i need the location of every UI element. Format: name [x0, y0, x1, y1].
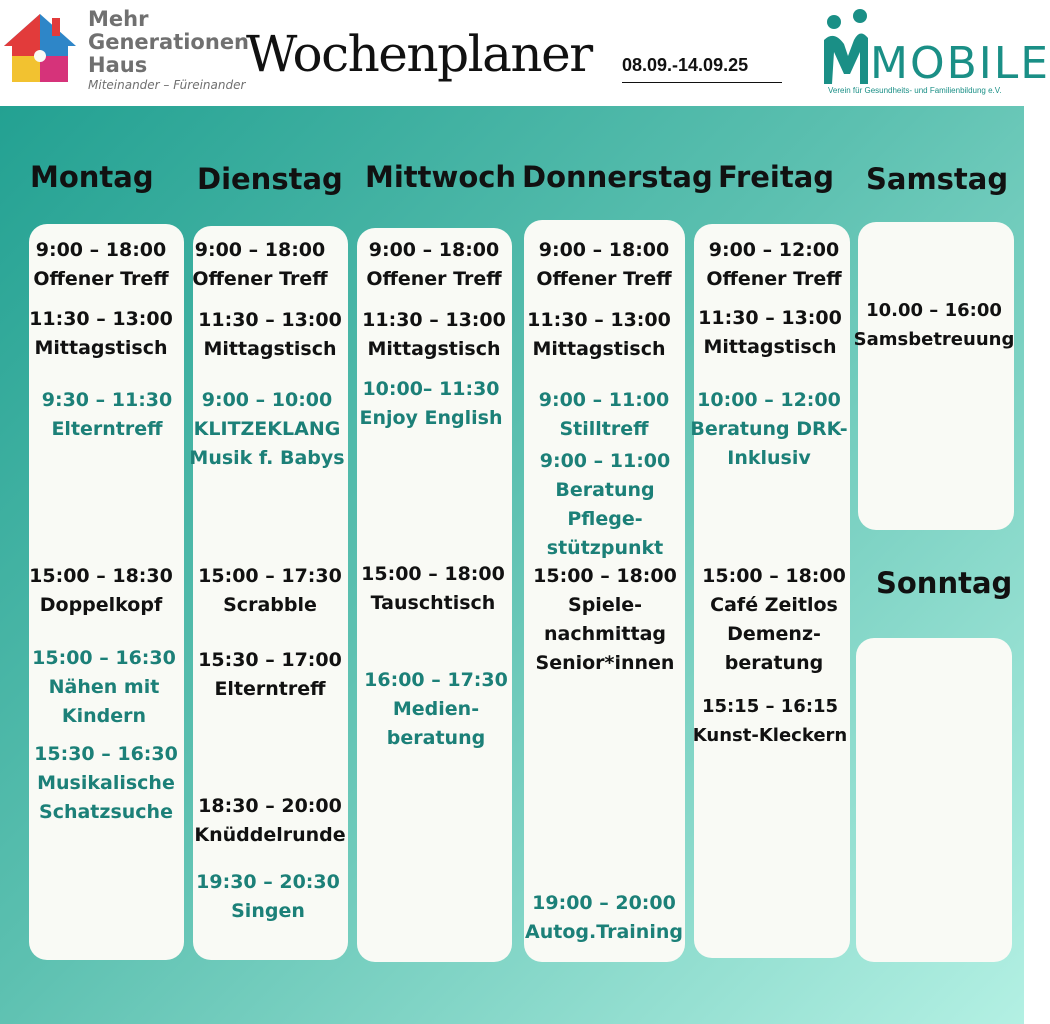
mgh-line-1: Mehr — [88, 7, 149, 31]
event-title: Offener Treff — [192, 268, 328, 290]
event-time: 10:00– 11:30 — [362, 378, 500, 400]
date-range: 08.09.-14.09.25 — [622, 54, 782, 83]
event-entry — [684, 562, 864, 678]
event-time: 11:30 – 13:00 — [362, 309, 506, 331]
event-title: Mittagstisch — [34, 337, 168, 359]
event-title: Mittagstisch — [532, 338, 666, 360]
event-time: 10.00 – 16:00 — [866, 300, 1002, 321]
page-title: Wochenplaner — [246, 25, 592, 83]
event-time: 9:00 – 18:00 — [538, 239, 670, 261]
event-time: 9:00 – 11:00 — [538, 389, 670, 411]
event-title: nachmittag — [543, 623, 667, 645]
event-time: 11:30 – 13:00 — [29, 308, 173, 330]
event-time: 19:30 – 20:30 — [196, 871, 340, 893]
event-title: Spiele- — [568, 594, 642, 616]
event-entry — [344, 236, 524, 294]
day-heading-saturday: Samstag — [866, 162, 1009, 196]
day-heading-thursday: Donnerstag — [522, 160, 713, 194]
event-time: 9:00 – 18:00 — [368, 239, 500, 261]
mgh-tagline: Miteinander – Füreinander — [88, 78, 246, 92]
mobile-wordmark: MOBILE — [870, 38, 1050, 89]
mgh-line-2: Generationen — [88, 30, 250, 54]
event-title: Offener Treff — [706, 268, 842, 290]
event-entry — [346, 666, 526, 753]
event-title: Stilltreff — [559, 418, 649, 440]
event-entry — [514, 889, 694, 947]
event-entry — [679, 386, 859, 473]
event-title: beratung — [724, 652, 824, 674]
event-time: 11:30 – 13:00 — [527, 309, 671, 331]
event-title: Musikalische — [37, 772, 175, 794]
event-entry — [180, 792, 360, 850]
day-heading-sunday: Sonntag — [876, 566, 1013, 600]
event-title: Beratung — [555, 479, 655, 501]
event-title: stützpunkt — [546, 537, 664, 559]
event-title: Offener Treff — [536, 268, 672, 290]
event-title: Medien- — [392, 698, 480, 720]
day-heading-tuesday: Dienstag — [197, 162, 343, 196]
event-time: 15:15 – 16:15 — [701, 696, 839, 717]
event-title: Senior*innen — [535, 652, 675, 674]
event-time: 9:00 – 18:00 — [35, 239, 167, 261]
event-title: KLITZEKLANG — [193, 418, 341, 440]
event-time: 15:00 – 18:00 — [533, 565, 677, 587]
event-entry — [177, 386, 357, 473]
event-entry — [680, 304, 860, 362]
event-entry — [509, 306, 689, 364]
event-entry — [515, 447, 695, 563]
event-time: 19:00 – 20:00 — [532, 892, 676, 914]
event-entry — [515, 562, 695, 678]
event-entry — [11, 305, 191, 363]
event-title: Elterntreff — [214, 678, 326, 700]
event-entry — [514, 236, 694, 294]
day-heading-monday: Montag — [30, 160, 154, 194]
event-time: 9:00 – 12:00 — [708, 239, 840, 261]
event-time: 15:00 – 16:30 — [32, 647, 176, 669]
event-entry — [14, 644, 194, 731]
mobile-subtitle: Verein für Gesundheits- und Familienbildung e.V. — [828, 86, 1002, 95]
event-time: 16:00 – 17:30 — [364, 669, 508, 691]
event-time: 18:30 – 20:00 — [198, 795, 342, 817]
event-title: Musik f. Babys — [189, 447, 345, 469]
event-entry — [344, 306, 524, 364]
event-entry — [680, 692, 860, 750]
event-title: Samsbetreuung — [853, 329, 1015, 350]
event-title: Kunst-Kleckern — [692, 725, 848, 746]
event-title: Inklusiv — [727, 447, 811, 469]
event-time: 9:00 – 18:00 — [194, 239, 326, 261]
event-entry — [11, 236, 191, 294]
event-title: Knüddelrunde — [194, 824, 346, 846]
event-entry — [844, 296, 1024, 354]
event-title: Tauschtisch — [370, 592, 496, 614]
event-title: Nähen mit — [48, 676, 160, 698]
event-time: 15:30 – 17:00 — [198, 649, 342, 671]
saturday-card — [858, 222, 1014, 530]
event-entry — [343, 560, 523, 618]
event-entry — [180, 306, 360, 364]
event-entry — [341, 375, 521, 433]
event-time: 15:00 – 18:00 — [361, 563, 505, 585]
event-title: beratung — [386, 727, 486, 749]
event-title: Café Zeitlos — [710, 594, 838, 616]
event-title: Mittagstisch — [203, 338, 337, 360]
event-entry — [180, 646, 360, 704]
event-time: 15:00 – 18:00 — [702, 565, 846, 587]
event-title: Autog.Training — [525, 921, 683, 943]
house-puzzle-logo — [2, 12, 78, 84]
event-time: 15:00 – 18:30 — [29, 565, 173, 587]
mgh-line-3: Haus — [88, 53, 148, 77]
event-title: Offener Treff — [33, 268, 169, 290]
event-time: 11:30 – 13:00 — [198, 309, 342, 331]
event-time: 9:30 – 11:30 — [41, 389, 173, 411]
event-title: Singen — [231, 900, 305, 922]
event-time: 10:00 – 12:00 — [697, 389, 841, 411]
event-title: Doppelkopf — [39, 594, 163, 616]
event-title: Elterntreff — [51, 418, 163, 440]
event-entry — [17, 386, 197, 444]
event-title: Kindern — [61, 705, 147, 727]
event-time: 15:00 – 17:30 — [198, 565, 342, 587]
event-title: Schatzsuche — [39, 801, 173, 823]
event-title: Mittagstisch — [703, 336, 837, 358]
event-title: Demenz- — [727, 623, 821, 645]
event-title: Beratung DRK- — [690, 418, 848, 440]
day-heading-friday: Freitag — [718, 160, 835, 194]
mgh-brand — [88, 8, 249, 93]
event-title: Offener Treff — [366, 268, 502, 290]
event-title: Pflege- — [567, 508, 643, 530]
event-time: 11:30 – 13:00 — [698, 307, 842, 329]
event-entry — [514, 386, 694, 444]
event-title: Scrabble — [223, 594, 317, 616]
event-entry — [178, 868, 358, 926]
event-entry — [11, 562, 191, 620]
event-title: Mittagstisch — [367, 338, 501, 360]
event-entry — [170, 236, 350, 294]
event-title: Enjoy English — [359, 407, 503, 429]
event-entry — [16, 740, 196, 827]
event-entry — [180, 562, 360, 620]
event-time: 9:00 – 10:00 — [201, 389, 333, 411]
event-entry — [684, 236, 864, 294]
event-time: 15:30 – 16:30 — [34, 743, 178, 765]
day-heading-wednesday: Mittwoch — [365, 160, 517, 194]
sunday-card — [856, 638, 1012, 962]
event-time: 9:00 – 11:00 — [539, 450, 671, 472]
